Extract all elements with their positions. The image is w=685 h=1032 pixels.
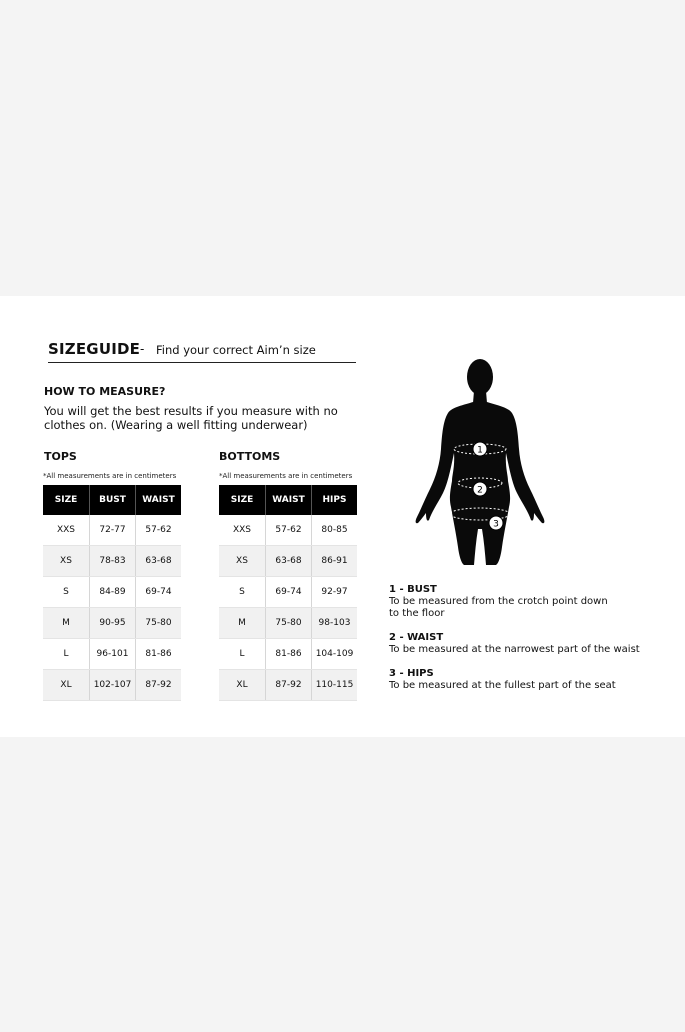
waist-cell: 69-74: [136, 577, 182, 608]
hips-cell: 80-85: [312, 515, 358, 546]
how-to-measure-text: You will get the best results if you measure with no clothes on. (Wearing a well fitting underwear): [44, 404, 338, 432]
waist-cell: 57-62: [266, 515, 312, 546]
column-header: BUST: [90, 485, 136, 515]
bust-cell: 78-83: [90, 546, 136, 577]
legend-text: To be measured from the crotch point down: [389, 596, 608, 607]
table-row: [43, 515, 181, 546]
column-header: WAIST: [266, 485, 312, 515]
tops-size-table: [43, 485, 181, 701]
table-row: [219, 670, 357, 701]
bust-cell: 102-107: [90, 670, 136, 701]
waist-cell: 81-86: [266, 639, 312, 670]
size-cell: XL: [219, 670, 266, 701]
column-header: HIPS: [312, 485, 358, 515]
bottoms-note: *All measurements are in centimeters: [219, 472, 353, 480]
legend-text: To be measured at the fullest part of the seat: [389, 680, 616, 691]
bust-marker: [473, 442, 487, 456]
hips-cell: 98-103: [312, 608, 358, 639]
size-cell: L: [43, 639, 90, 670]
tops-note: *All measurements are in centimeters: [43, 472, 177, 480]
waist-cell: 87-92: [266, 670, 312, 701]
size-cell: S: [219, 577, 266, 608]
body-silhouette: [416, 359, 545, 565]
body-measurement-figure: [412, 357, 548, 569]
waist-cell: 81-86: [136, 639, 182, 670]
size-cell: M: [43, 608, 90, 639]
table-row: [43, 608, 181, 639]
table-row: [219, 577, 357, 608]
table-row: [219, 515, 357, 546]
size-cell: XL: [43, 670, 90, 701]
column-header: SIZE: [43, 485, 90, 515]
table-row: [43, 546, 181, 577]
hips-marker-number: 3: [493, 519, 499, 530]
legend-hips: [389, 668, 616, 692]
waist-cell: 87-92: [136, 670, 182, 701]
legend-heading: 2 - WAIST: [389, 632, 444, 643]
waist-cell: 57-62: [136, 515, 182, 546]
table-row: [219, 608, 357, 639]
legend-heading: 3 - HIPS: [389, 668, 434, 679]
hips-cell: 92-97: [312, 577, 358, 608]
waist-cell: 63-68: [136, 546, 182, 577]
page-subtitle: Find your correct Aim’n size: [156, 343, 316, 357]
waist-marker-number: 2: [477, 485, 483, 496]
bust-cell: 96-101: [90, 639, 136, 670]
size-cell: XXS: [43, 515, 90, 546]
hips-marker: [489, 516, 503, 530]
table-row: [219, 639, 357, 670]
hips-cell: 86-91: [312, 546, 358, 577]
table-row: [219, 546, 357, 577]
bottoms-label: BOTTOMS: [219, 450, 281, 463]
legend-bust: [389, 584, 608, 620]
legend-text: to the floor: [389, 608, 445, 619]
tops-label: TOPS: [44, 450, 77, 463]
table-header-row: [219, 485, 357, 515]
size-cell: L: [219, 639, 266, 670]
table-row: [43, 639, 181, 670]
column-header: SIZE: [219, 485, 266, 515]
bottoms-size-table: [219, 485, 357, 701]
size-cell: XS: [219, 546, 266, 577]
title-separator: -: [140, 342, 145, 356]
size-cell: S: [43, 577, 90, 608]
waist-cell: 75-80: [266, 608, 312, 639]
waist-cell: 69-74: [266, 577, 312, 608]
hips-cell: 110-115: [312, 670, 358, 701]
table-row: [43, 577, 181, 608]
how-to-measure-heading: HOW TO MEASURE?: [44, 385, 166, 398]
size-cell: XS: [43, 546, 90, 577]
size-cell: M: [219, 608, 266, 639]
size-cell: XXS: [219, 515, 266, 546]
legend-text: To be measured at the narrowest part of the waist: [389, 644, 640, 655]
waist-cell: 63-68: [266, 546, 312, 577]
waist-cell: 75-80: [136, 608, 182, 639]
bust-cell: 84-89: [90, 577, 136, 608]
bust-cell: 90-95: [90, 608, 136, 639]
legend-heading: 1 - BUST: [389, 584, 437, 595]
size-guide-header: [48, 340, 356, 363]
hips-cell: 104-109: [312, 639, 358, 670]
table-row: [43, 670, 181, 701]
bust-marker-number: 1: [477, 445, 483, 456]
column-header: WAIST: [136, 485, 182, 515]
waist-marker: [473, 482, 487, 496]
page-title: SIZEGUIDE: [48, 340, 141, 358]
legend-waist: [389, 632, 640, 656]
size-guide-card: [0, 296, 685, 737]
table-header-row: [43, 485, 181, 515]
bust-cell: 72-77: [90, 515, 136, 546]
